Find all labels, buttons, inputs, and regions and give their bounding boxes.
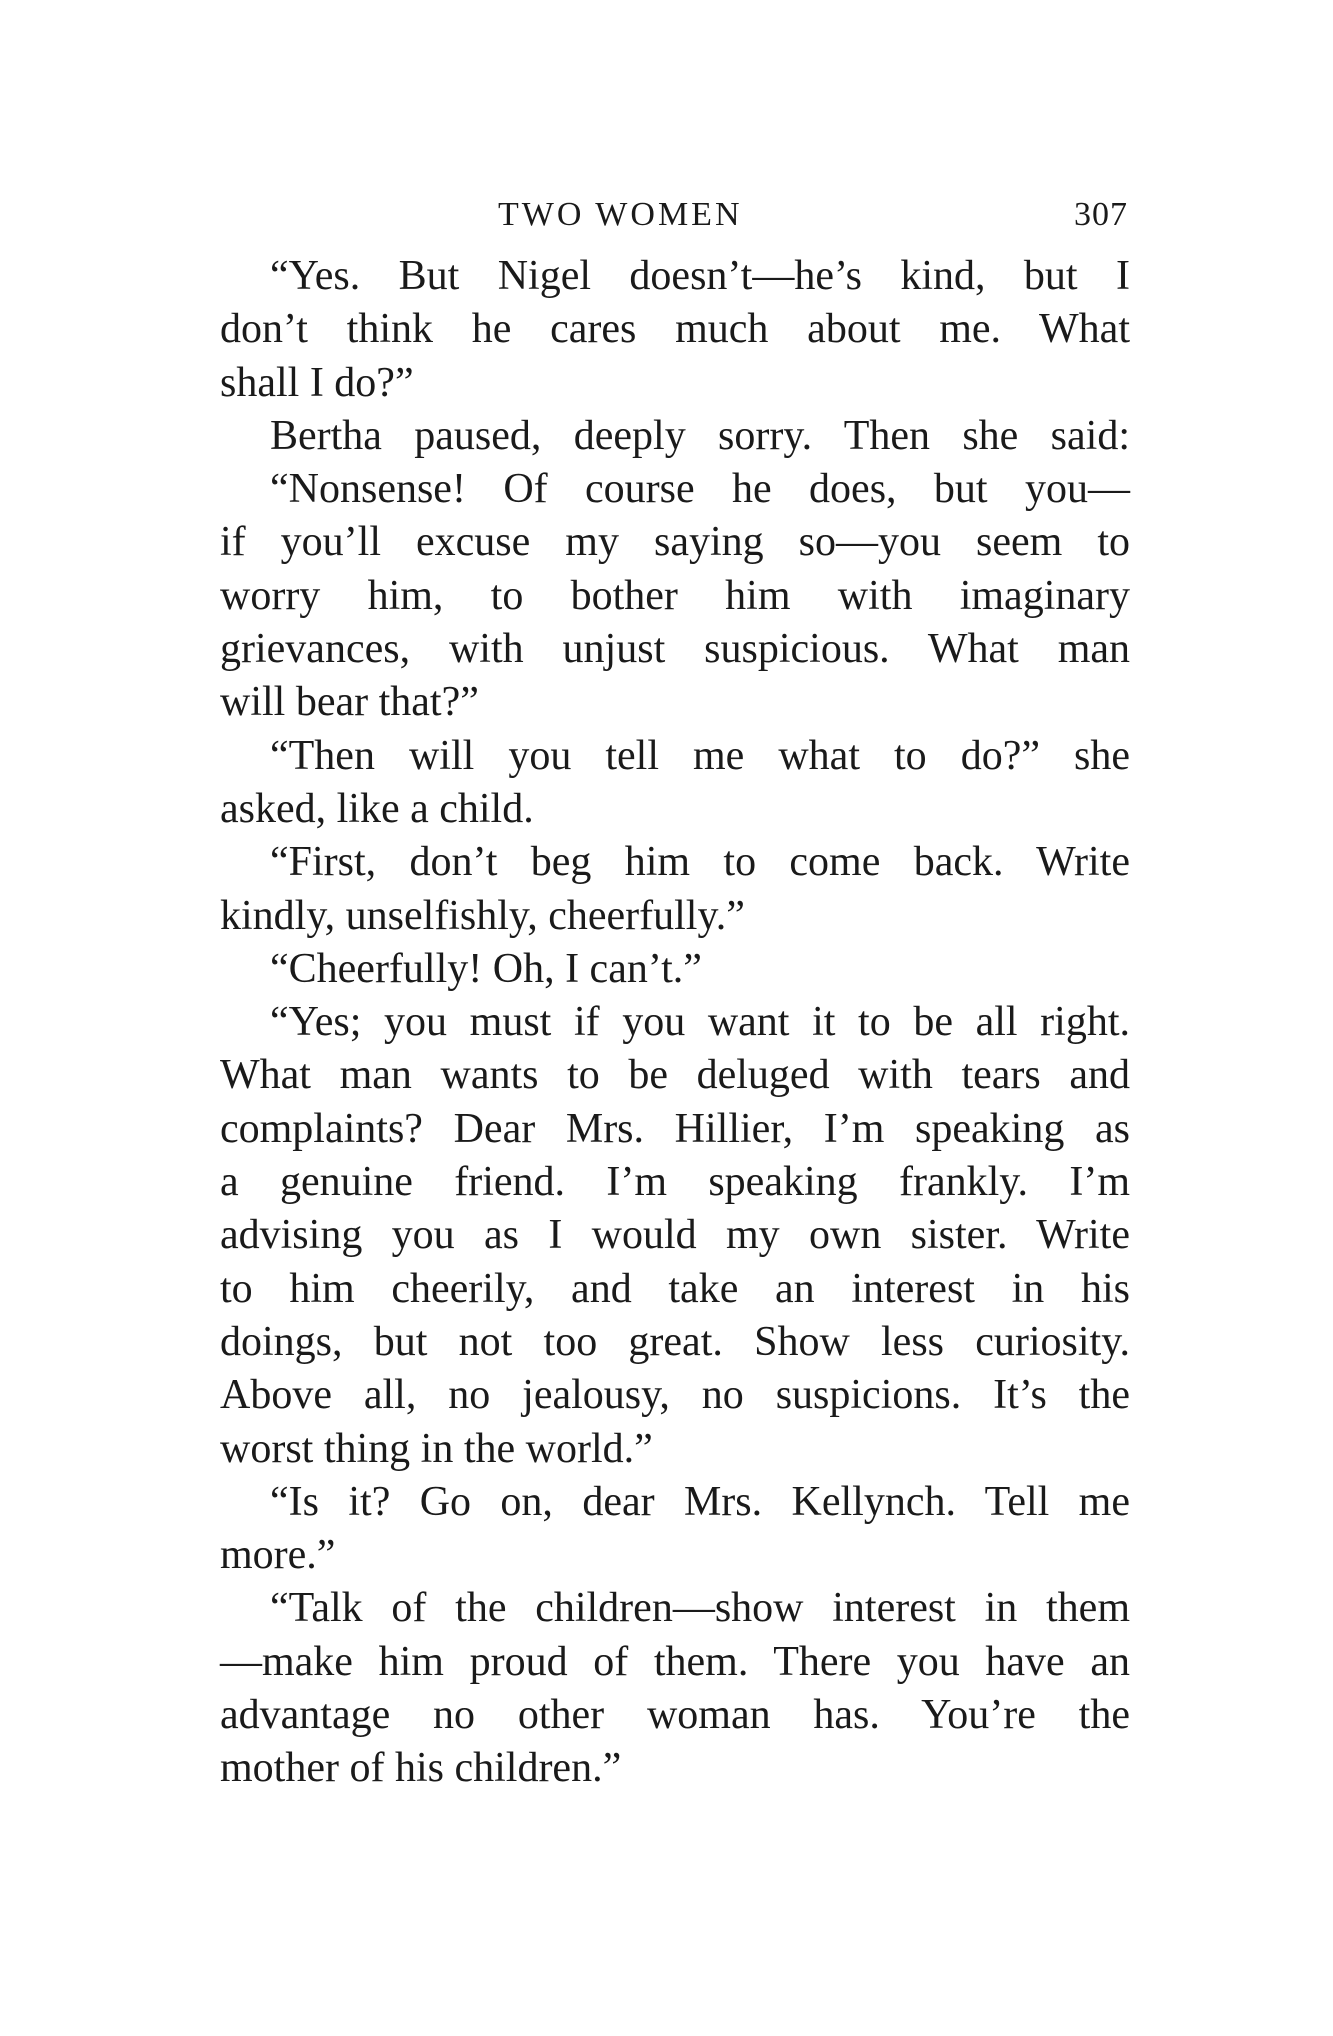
running-title: TWO WOMEN [498, 196, 743, 233]
body-text [170, 250, 1130, 1796]
text-line: worst thing in the world.” [220, 1425, 653, 1472]
text-line: if you’ll excuse my saying so—you seem to [220, 519, 1130, 566]
text-line: worry him, to bother him with imaginary [220, 572, 1130, 619]
paragraph [170, 996, 1130, 1476]
running-head [168, 196, 1128, 246]
text-line: don’t think he cares much about me. What [220, 306, 1130, 353]
text-line: mother of his children.” [220, 1745, 622, 1792]
text-line: —make him proud of them. There you have an [220, 1638, 1130, 1685]
text-line: “Is it? Go on, dear Mrs. Kellynch. Tell me [270, 1478, 1130, 1525]
text-line: doings, but not too great. Show less curiosity. [220, 1318, 1130, 1365]
paragraph [170, 463, 1130, 729]
text-line: advising you as I would my own sister. Write [220, 1212, 1130, 1259]
text-line: “Then will you tell me what to do?” she [270, 732, 1130, 779]
text-line: Above all, no jealousy, no suspicions. It’s the [220, 1372, 1130, 1419]
text-line: more.” [220, 1532, 336, 1579]
text-line: shall I do?” [220, 359, 414, 406]
paragraph [170, 730, 1130, 837]
page-number: 307 [1074, 196, 1128, 233]
paragraph [170, 1476, 1130, 1583]
text-line: asked, like a child. [220, 785, 534, 832]
text-line: complaints? Dear Mrs. Hillier, I’m speaking as [220, 1105, 1130, 1152]
text-line: kindly, unselfishly, cheerfully.” [220, 892, 745, 939]
text-line: will bear that?” [220, 679, 479, 726]
paragraph [170, 250, 1130, 410]
text-line: to him cheerily, and take an interest in his [220, 1265, 1130, 1312]
text-line: “Yes; you must if you want it to be all right. [270, 999, 1130, 1046]
paragraph [170, 410, 1130, 463]
text-line: advantage no other woman has. You’re the [220, 1692, 1130, 1739]
text-line: “Cheerfully! Oh, I can’t.” [270, 945, 702, 992]
text-line: “First, don’t beg him to come back. Write [270, 839, 1130, 886]
text-line: “Yes. But Nigel doesn’t—he’s kind, but I [270, 253, 1130, 299]
text-line: a genuine friend. I’m speaking frankly. I’m [220, 1159, 1130, 1206]
text-line: What man wants to be deluged with tears and [220, 1052, 1130, 1099]
text-line: “Talk of the children—show interest in them [270, 1585, 1130, 1632]
paragraph [170, 1582, 1130, 1795]
text-line: “Nonsense! Of course he does, but you— [270, 466, 1130, 513]
text-line: grievances, with unjust suspicious. What man [220, 626, 1130, 673]
paragraph [170, 943, 1130, 996]
paragraph [170, 836, 1130, 943]
text-line: Bertha paused, deeply sorry. Then she said: [270, 412, 1130, 459]
